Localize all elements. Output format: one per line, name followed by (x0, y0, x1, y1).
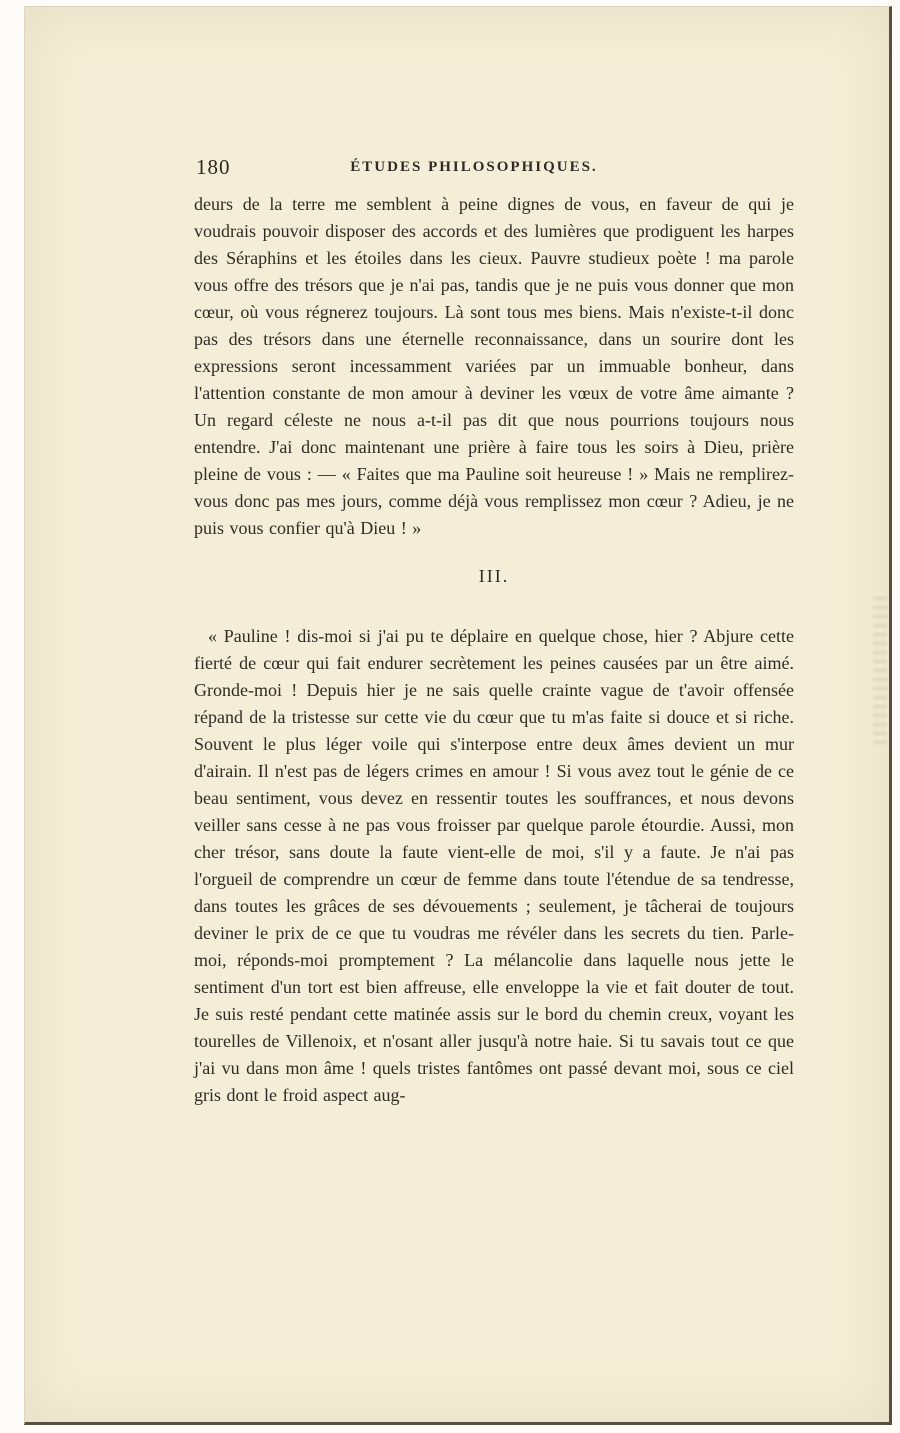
page-number: 180 (196, 155, 231, 179)
ink-showthrough-artifact (873, 597, 887, 747)
text-column (194, 153, 794, 1109)
running-title: ÉTUDES PHILOSOPHIQUES. (350, 159, 598, 175)
section-heading: III. (478, 566, 510, 586)
paragraph-letter-two: « Pauline ! dis-moi si j'ai pu te déplaire en quelque chose, hier ? Abjure cette fierté de cœur qui fait endurer secrètement les peines causées par un être aimé. Gronde-moi ! Depuis hier je ne sais quelle crainte vague de t'avoir offensée répand de la tristesse sur cette vie du cœur que tu m'as faite si douce et si riche. Souvent le plus léger voile qui s'interpose entre deux âmes devient un mur d'airain. Il n'est pas de légers crimes en amour ! Si vous avez tout le génie de ce beau sentiment, vous devez en ressentir toutes les souffrances, et nous devons veiller sans cesse à ne pas vous froisser par quelque parole étourdie. Aussi, mon cher trésor, sans doute la faute vient-elle de moi, s'il y a faute. Je n'ai pas l'orgueil de comprendre un cœur de femme dans toute l'étendue de sa tendresse, dans toutes les grâces de ses dévouements ; seulement, je tâcherai de toujours deviner le prix de ce que tu voudras me révéler dans les secrets du tien. Parle-moi, réponds-moi promptement ? La mélancolie dans laquelle nous jette le sentiment d'un tort est bien affreuse, elle enveloppe la vie et fait douter de tout. Je suis resté pendant cette matinée assis sur le bord du chemin creux, voyant les tourelles de Villenoix, et n'osant aller jusqu'à notre haie. Si tu savais tout ce que j'ai vu dans mon âme ! quels tristes fantômes ont passé devant moi, sous ce ciel gris dont le froid aspect aug- (194, 626, 794, 1105)
page-header (194, 153, 794, 187)
book-page (24, 6, 892, 1425)
paragraph-letter-continuation: deurs de la terre me semblent à peine dignes de vous, en faveur de qui je voudrais pouvoir disposer des accords et des lumières que prodiguent les harpes des Séraphins et les étoiles dans les cieux. Pauvre studieux poète ! ma parole vous offre des trésors que je n'ai pas, tandis que je ne puis vous donner que mon cœur, où vous régnerez toujours. Là sont tous mes biens. Mais n'existe-t-il donc pas des trésors dans une éternelle reconnaissance, dans un sourire dont les expressions seront incessamment variées par un immuable bonheur, dans l'attention constante de mon amour à deviner les vœux de votre âme aimante ? Un regard céleste ne nous a-t-il pas dit que nous pourrions toujours nous entendre. J'ai donc maintenant une prière à faire tous les soirs à Dieu, prière pleine de vous : — « Faites que ma Pauline soit heureuse ! » Mais ne remplirez-vous donc pas mes jours, comme déjà vous remplissez mon cœur ? Adieu, je ne puis vous confier qu'à Dieu ! » (194, 194, 794, 538)
